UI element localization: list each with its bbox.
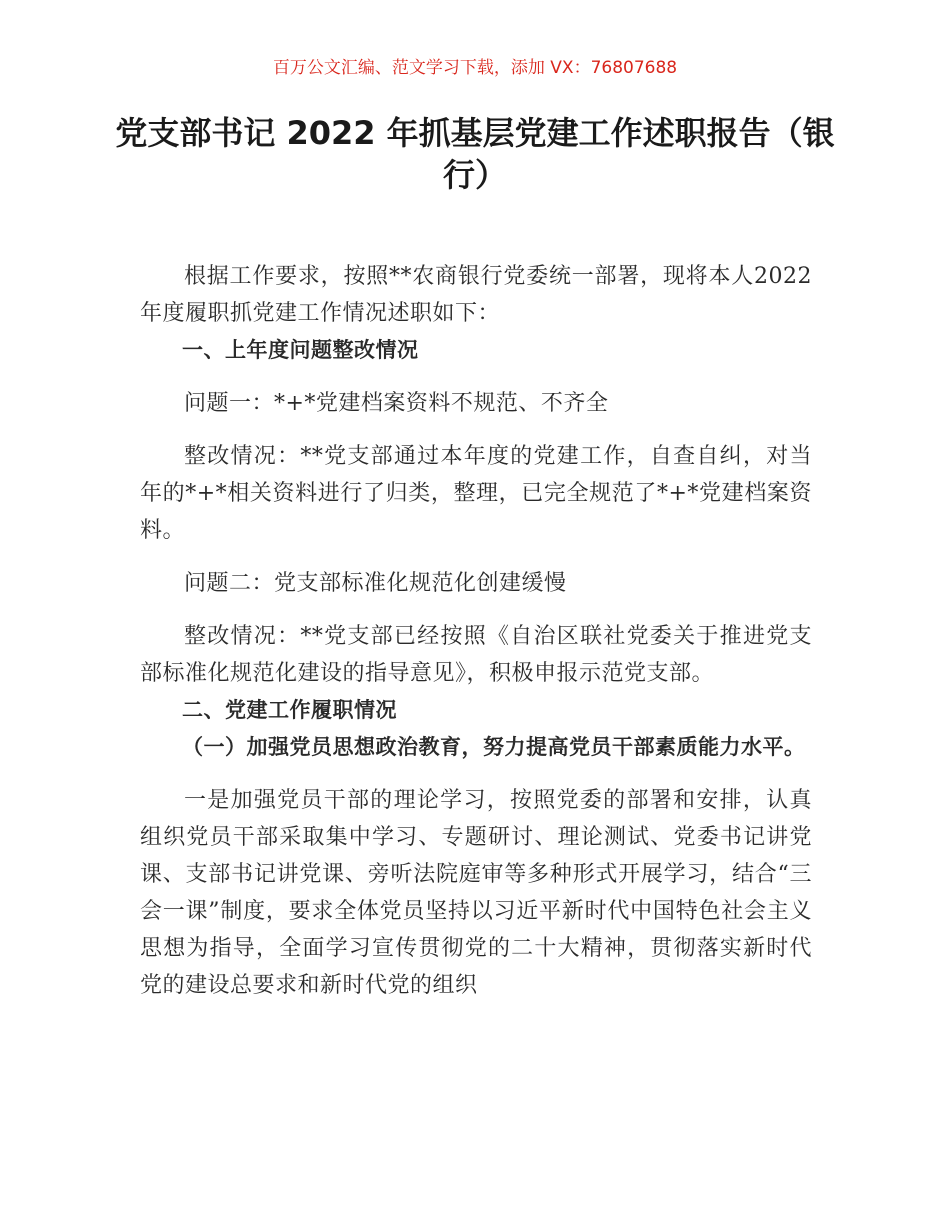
section-1-heading: 一、上年度问题整改情况 [182,338,419,362]
rectify-1: 整改情况：**党支部通过本年度的党建工作，自查自纠，对当年的*+*相关资料进行了归类，整理，已完全规范了*+*党建档案资料。 [140,444,812,543]
header-banner: 百万公文汇编、范文学习下载，添加 VX：76807688 [272,58,678,78]
rectify-2: 整改情况：**党支部已经按照《自治区联社党委关于推进党支部标准化规范化建设的指导意见》，积极申报示范党支部。 [140,624,812,686]
document-body [140,258,812,1004]
intro-paragraph: 根据工作要求，按照**农商银行党委统一部署，现将本人2022年度履职抓党建工作情况述职如下： [140,264,812,326]
section-2-paragraph-1: 一是加强党员干部的理论学习，按照党委的部署和安排，认真组织党员干部采取集中学习、专题研讨、理论测试、党委书记讲党课、支部书记讲党课、旁听法院庭审等多种形式开展学习，结合“三会一课”制度，要求全体党员坚持以习近平新时代中国特色社会主义思想为指导，全面学习宣传贯彻党的二十大精神，贯彻落实新时代党的建设总要求和新时代党的组织 [140,788,812,998]
document-title: 党支部书记 2022 年抓基层党建工作述职报告（银行） [115,114,835,194]
section-2-subheading-1: （一）加强党员思想政治教育，努力提高党员干部素质能力水平。 [182,735,806,759]
problem-1: 问题一：*+*党建档案资料不规范、不齐全 [184,391,609,416]
section-2-heading: 二、党建工作履职情况 [182,698,397,722]
problem-2: 问题二：党支部标准化规范化创建缓慢 [184,571,567,596]
